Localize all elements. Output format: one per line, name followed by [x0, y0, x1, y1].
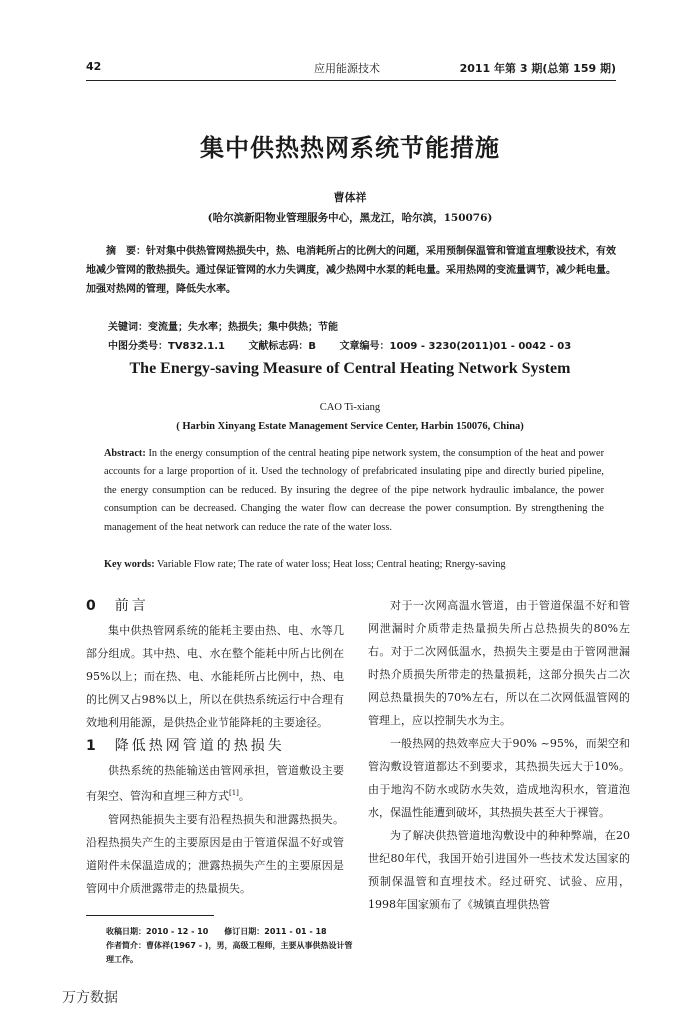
author-english: CAO Ti-xiang	[319, 402, 381, 413]
affiliation-english: ( Harbin Xinyang Estate Management Service Center, Harbin 150076, China)	[176, 421, 524, 432]
affiliation-chinese: (哈尔滨新阳物业管理服务中心，黑龙江，哈尔滨，150076)	[207, 212, 493, 224]
footnote-dates: 收稿日期：2010 - 12 - 10 修订日期：2011 - 01 - 18	[106, 927, 327, 936]
abstract-english-label: Abstract:	[104, 448, 146, 459]
body-column-left	[86, 594, 344, 900]
keywords-chinese-text: 变流量；失水率；热损失；集中供热；节能	[148, 322, 338, 333]
issue-info: 2011 年第 3 期(总第 159 期)	[459, 62, 616, 75]
section-number: 1	[86, 738, 99, 754]
abstract-chinese-text: 针对集中供热管网热损失中，热、电消耗所占的比例大的问题，采用预制保温管和管道直埋敷设技术，有效地减少管网的散热损失。通过保证管网的水力失调度，减少热网中水泵的耗电量。采用热网的变流量调节，减少耗电量。加强对热网的管理，降低失水率。	[86, 246, 616, 295]
body-column-right	[368, 594, 630, 916]
paragraph-text: 供热系统的热能输送由管网承担，管道敷设主要有架空、管沟和直埋三种方式	[86, 764, 344, 803]
keywords-english	[104, 559, 614, 570]
section-heading-intro	[86, 594, 344, 619]
footnote-author: 作者简介：曹体祥(1967 - )，男，高级工程师，主要从事供热设计管理工作。	[106, 941, 353, 964]
author-chinese: 曹体祥	[333, 191, 367, 204]
page-number: 42	[86, 60, 102, 73]
paragraph: 集中供热管网系统的能耗主要由热、电、水等几部分组成。其中热、电、水在整个能耗中所占比例在95%以上；而在热、电、水能耗所占比例中，热、电的比例又占98%以上，所以在供热系统运行中合理有效地利用能源，是供热企业节能降耗的主要途径。	[86, 624, 344, 729]
header-rule	[86, 80, 616, 81]
journal-name: 应用能源技术	[314, 62, 380, 75]
keywords-english-text: Variable Flow rate; The rate of water loss; Heat loss; Central heating; Rnergy-saving	[157, 559, 506, 570]
paragraph: 管网热能损失主要有沿程热损失和泄露热损失。沿程热损失产生的主要原因是由于管道保温不好或管道附件未保温造成的；泄露热损失产生的主要原因是管网中介质泄露带走的热量损失。	[86, 812, 344, 895]
paragraph: 一般热网的热效率应大于90% ~95%，而架空和管沟敷设管道都达不到要求，其热损失远大于10%。由于地沟不防水或防水失效，造成地沟积水，管道泡水，保温性能遭到破坏，其热损失甚至大于裸管。	[368, 737, 630, 819]
paragraph	[86, 759, 344, 808]
abstract-english-text: In the energy consumption of the central heating pipe network system, the consumption of the heat and power accounts for a large proportion of it. Used the technology of prefabricated insulating pipe and directly buried pipeline, the energy consumption can be reduced. By insuring the degree of the pipe network hydraulic imbalance, the power consumption can be decreased. Changing the water flow can decrease the power consumption. By strengthening the management of the heat network can reduce the rate of the water loss.	[104, 448, 604, 533]
clc-number: 中图分类号：TV832.1.1	[108, 341, 225, 352]
keywords-chinese	[108, 318, 338, 333]
document-code: 文献标志码：B	[248, 341, 317, 352]
keywords-english-label: Key words:	[104, 559, 155, 570]
keywords-chinese-label: 关键词：	[108, 322, 148, 333]
article-number: 文章编号：1009 - 3230(2011)01 - 0042 - 03	[339, 341, 572, 352]
paragraph: 为了解决供热管道地沟敷设中的种种弊端，在20世纪80年代，我国开始引进国外一些技术发达国家的预制保温管和直埋技术。经过研究、试验、应用，1998年国家颁布了《城镇直埋供热管	[368, 829, 630, 911]
section-title: 前言	[114, 598, 149, 614]
title-chinese: 集中供热热网系统节能措施	[200, 133, 500, 162]
footnote	[106, 925, 356, 967]
title-english: The Energy-saving Measure of Central Heating Network System	[129, 360, 571, 377]
paragraph: 对于一次网高温水管道，由于管道保温不好和管网泄漏时介质带走热量损失所占总热损失的80%左右。对于二次网低温水，热损失主要是由于管网泄漏时热介质损失所带走的热量损耗，这部分损失占二次网总热量损失的70%左右，所以在二次网低温管网的管理上，应以控制失水为主。	[368, 599, 630, 727]
citation-marker: [1]	[229, 789, 239, 797]
abstract-chinese-label: 摘 要：	[106, 246, 146, 257]
footnote-rule	[86, 915, 214, 916]
watermark: 万方数据	[62, 990, 118, 1006]
section-number: 0	[86, 598, 99, 614]
paragraph-end: 。	[238, 789, 250, 803]
section-title: 降低热网管道的热损失	[114, 738, 285, 754]
abstract-english	[104, 445, 604, 537]
abstract-chinese	[86, 242, 616, 299]
section-heading-heat-loss	[86, 734, 344, 759]
page-header	[86, 58, 616, 78]
classification-line	[108, 337, 591, 352]
